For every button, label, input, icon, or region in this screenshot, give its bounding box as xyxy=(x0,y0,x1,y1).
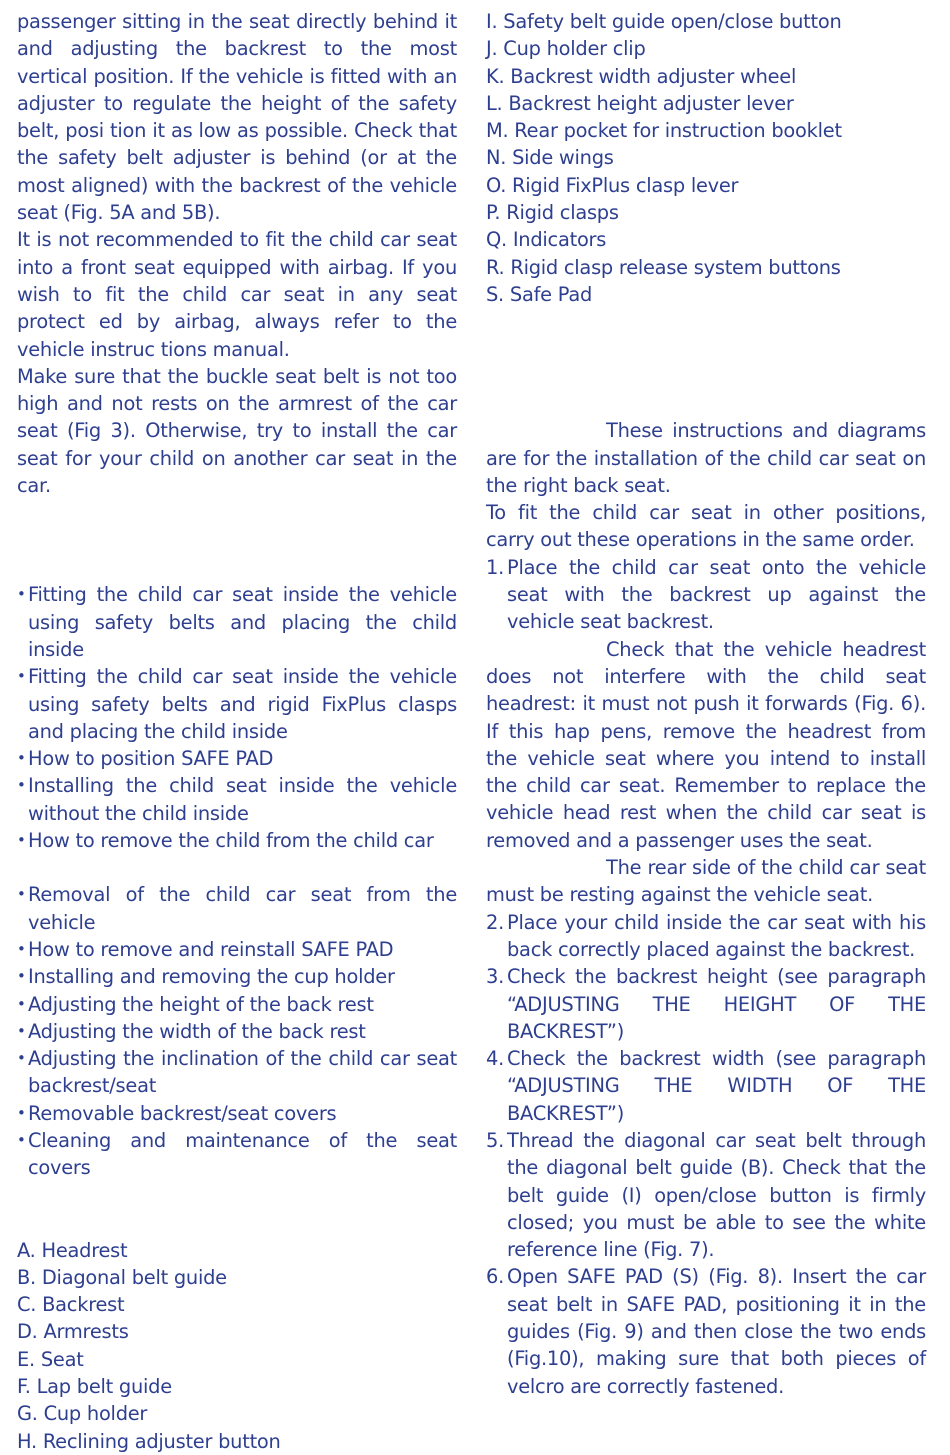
intro-paragraph-buckle: Make sure that the buckle seat belt is not too high and not rests on the armrest of the car seat (Fig 3). Otherwise, try to install the car seat for your child on another car seat in the car. xyxy=(17,364,457,498)
step-number: 5. xyxy=(486,1128,505,1152)
contents-item: • Fitting the child car seat inside the vehicle using safety belts and rigid FixPlus clasps and placing the child inside xyxy=(17,663,457,745)
install-step xyxy=(486,554,926,636)
step-number: 1. xyxy=(486,555,505,579)
contents-item: • Adjusting the width of the back rest xyxy=(17,1018,457,1045)
contents-list xyxy=(17,581,457,1181)
step-text: Thread the diagonal car seat belt through the diagonal belt guide (B). Check that the belt guide (I) open/close button is firmly closed; you must be able to see the white reference line (Fig. 7). xyxy=(507,1128,926,1262)
part-item: R. Rigid clasp release system buttons xyxy=(486,255,841,279)
parts-list-a-h xyxy=(17,1237,457,1455)
contents-item: • Fitting the child car seat inside the vehicle using safety belts and placing the child inside xyxy=(17,581,457,663)
contents-item: • Removable backrest/seat covers xyxy=(17,1100,457,1127)
part-item: D. Armrests xyxy=(17,1320,129,1344)
step-text: Place your child inside the car seat with his back correctly placed against the backrest. xyxy=(507,910,926,961)
contents-item: • Adjusting the height of the back rest xyxy=(17,991,457,1018)
step-number: 3. xyxy=(486,965,505,989)
install-step xyxy=(486,963,926,1045)
part-item: Q. Indicators xyxy=(486,228,607,252)
install-step xyxy=(486,1263,926,1399)
part-item: P. Rigid clasps xyxy=(486,201,619,225)
spacer xyxy=(17,499,457,581)
spacer xyxy=(17,1182,457,1237)
step-number: 4. xyxy=(486,1047,505,1071)
step-text: Check the backrest height (see paragraph “ADJUSTING THE HEIGHT OF THE BACKREST”) xyxy=(507,965,926,1043)
intro-paragraph-belt-adjuster: passenger sitting in the seat directly behind it and adjusting the backrest to the most vertical position. If the vehicle is fitted with an adjuster to regulate the height of the safety belt, posi tion it as low as possible. Check that the safety belt adjuster is behind (or at the most aligned) with the backrest of the vehicle seat (Fig. 5A and 5B). xyxy=(17,10,457,225)
step-text: Place the child car seat onto the vehicle seat with the backrest up against the vehicle seat backrest. xyxy=(507,555,926,634)
part-item: H. Reclining adjuster button xyxy=(17,1429,281,1453)
install-other-positions: To fit the child car seat in other positions, carry out these operations in the same order. xyxy=(486,501,926,552)
step-text: Check the backrest width (see paragraph “ADJUSTING THE WIDTH OF THE BACKREST”) xyxy=(507,1047,926,1125)
part-item: B. Diagonal belt guide xyxy=(17,1265,227,1289)
contents-item: • How to position SAFE PAD xyxy=(17,745,457,772)
part-item: K. Backrest width adjuster wheel xyxy=(486,64,797,88)
install-intro: These instructions and diagrams are for the installation of the child car seat on the right back seat. xyxy=(486,419,926,497)
install-step xyxy=(486,1045,926,1127)
step-number: 6. xyxy=(486,1265,505,1289)
part-item: L. Backrest height adjuster lever xyxy=(486,91,794,115)
intro-paragraph-airbag: It is not recommended to fit the child car seat into a front seat equipped with airbag. If you wish to fit the child car seat in any seat protect ed by airbag, always refer to the vehicle instruc tions manual. xyxy=(17,228,457,361)
right-column xyxy=(486,8,926,1400)
contents-item: • Cleaning and maintenance of the seat covers xyxy=(17,1127,457,1182)
part-item: M. Rear pocket for instruction booklet xyxy=(486,119,842,143)
spacer xyxy=(486,308,926,417)
part-item: I. Safety belt guide open/close button xyxy=(486,10,842,33)
part-item: E. Seat xyxy=(17,1347,84,1371)
rear-side-note: The rear side of the child car seat must be resting against the vehicle seat. xyxy=(486,856,926,907)
part-item: F. Lap belt guide xyxy=(17,1375,172,1399)
contents-item: • Installing the child seat inside the vehicle without the child inside xyxy=(17,772,457,827)
contents-item: • Adjusting the inclination of the child car seat backrest/seat xyxy=(17,1045,457,1100)
part-item: N. Side wings xyxy=(486,146,614,170)
contents-item: • How to remove the child from the child car xyxy=(17,827,457,854)
install-steps-part-2 xyxy=(486,909,926,1400)
part-item: C. Backrest xyxy=(17,1293,125,1317)
part-item: O. Rigid FixPlus clasp lever xyxy=(486,173,739,197)
step-number: 2. xyxy=(486,910,505,934)
contents-item: • How to remove and reinstall SAFE PAD xyxy=(17,936,457,963)
install-step xyxy=(486,1127,926,1263)
parts-list-i-s xyxy=(486,8,926,308)
contents-item: • Removal of the child car seat from the vehicle xyxy=(17,881,457,936)
part-item: J. Cup holder clip xyxy=(486,37,646,61)
part-item: A. Headrest xyxy=(17,1238,128,1262)
install-steps-part-1 xyxy=(486,554,926,636)
contents-item: • Installing and removing the cup holder xyxy=(17,963,457,990)
left-column xyxy=(17,8,457,1455)
headrest-check-note: Check that the vehicle headrest does not interfere with the child seat headrest: it must not push it forwards (Fig. 6). If this hap pens, remove the headrest from the vehicle seat where you intend to install the child car seat. Remember to replace the vehicle head rest when the child car seat is removed and a passenger uses the seat. xyxy=(486,637,926,852)
step-text: Open SAFE PAD (S) (Fig. 8). Insert the car seat belt in SAFE PAD, positioning it in the guides (Fig. 9) and then close the two ends (Fig.10), making sure that both pieces of velcro are correctly fastened. xyxy=(507,1265,926,1398)
part-item: G. Cup holder xyxy=(17,1402,148,1426)
install-step xyxy=(486,909,926,964)
part-item: S. Safe Pad xyxy=(486,282,593,306)
